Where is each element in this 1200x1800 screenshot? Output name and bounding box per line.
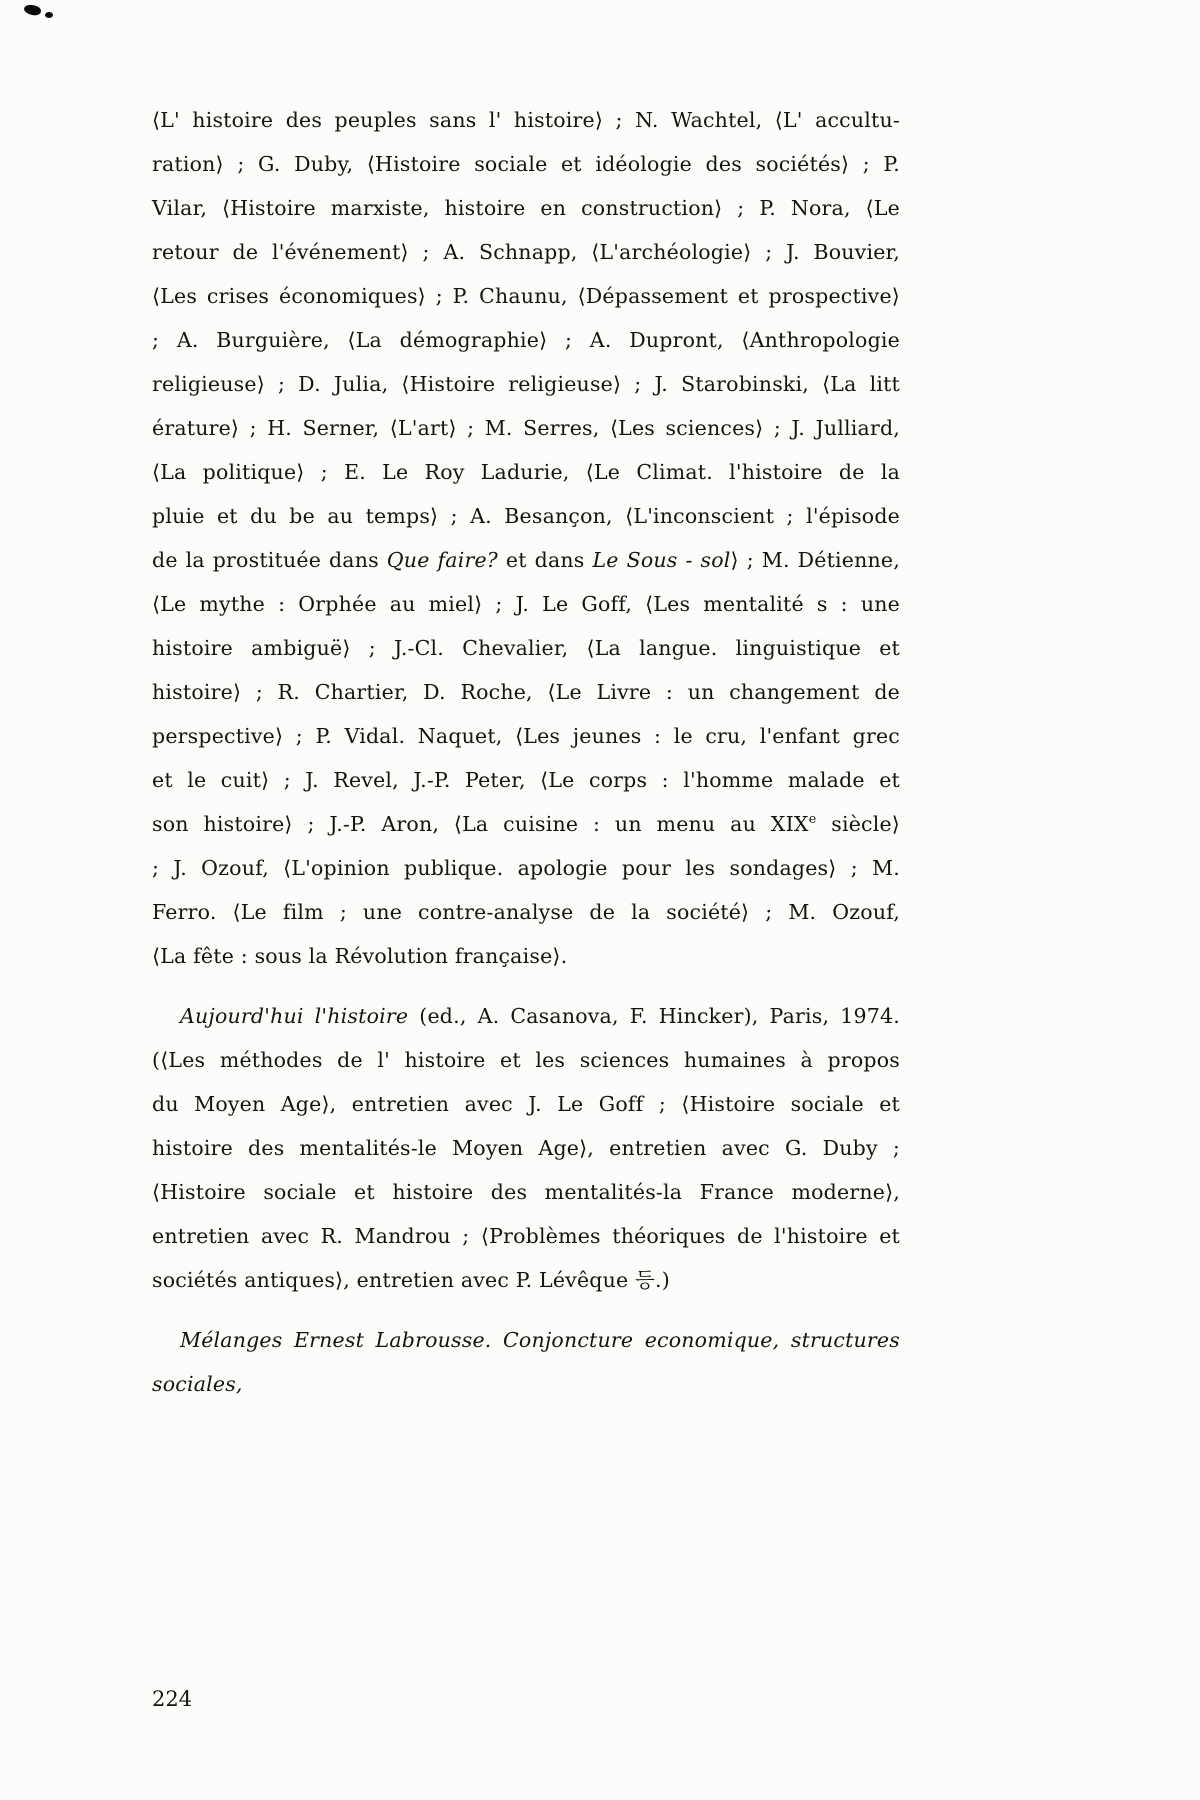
text-segment: son histoire⟩ ; J.-P. Aron, ⟨La cuisine : un menu au XIX: [152, 812, 809, 836]
text-line: [152, 626, 900, 670]
text-line: [152, 934, 900, 978]
text-line: [152, 582, 900, 626]
text-segment: ration⟩ ; G. Duby, ⟨Histoire sociale et idéologie des sociétés⟩ ; P.: [152, 152, 900, 176]
scan-artifact-speck: [23, 3, 42, 18]
text-segment: ⟩ ; M. Détienne,: [730, 548, 900, 572]
text-segment: ; J. Ozouf, ⟨L'opinion publique. apologie pour les sondages⟩ ; M.: [152, 856, 900, 880]
text-line: [152, 230, 900, 274]
text-segment: Ferro. ⟨Le film ; une contre-analyse de la société⟩ ; M. Ozouf,: [152, 900, 900, 924]
bibliography-entry-melanges-labrousse: [152, 1318, 900, 1406]
text-segment: ⟨La fête : sous la Révolution française⟩.: [152, 944, 568, 968]
text-segment: entretien avec R. Mandrou ; ⟨Problèmes théoriques de l'histoire et: [152, 1224, 900, 1248]
text-line: [152, 98, 900, 142]
text-line: [152, 802, 900, 846]
text-line: [152, 890, 900, 934]
text-segment: et le cuit⟩ ; J. Revel, J.-P. Peter, ⟨Le corps : l'homme malade et: [152, 768, 900, 792]
text-line: [152, 538, 900, 582]
text-line: [152, 758, 900, 802]
text-line: [152, 1318, 900, 1406]
text-line: [152, 1126, 900, 1170]
text-segment: histoire⟩ ; R. Chartier, D. Roche, ⟨Le Livre : un changement de: [152, 680, 900, 704]
text-line: [152, 406, 900, 450]
italic-text-segment: Que faire?: [386, 548, 498, 572]
text-line: [152, 1214, 900, 1258]
text-line: [152, 494, 900, 538]
italic-text-segment: Aujourd'hui l'histoire: [180, 1004, 409, 1028]
text-segment: du Moyen Age⟩, entretien avec J. Le Goff ; ⟨Histoire sociale et: [152, 1092, 900, 1116]
text-line: [152, 1170, 900, 1214]
text-segment: ; A. Burguière, ⟨La démographie⟩ ; A. Dupront, ⟨Anthropologie: [152, 328, 900, 352]
text-segment: ⟨La politique⟩ ; E. Le Roy Ladurie, ⟨Le Climat. l'histoire de la: [152, 460, 900, 484]
bibliography-entry-faire-de-lhistoire: [152, 98, 900, 978]
text-segment: Vilar, ⟨Histoire marxiste, histoire en construction⟩ ; P. Nora, ⟨Le: [152, 196, 900, 220]
text-line: [152, 318, 900, 362]
text-segment: pluie et du be au temps⟩ ; A. Besançon, ⟨L'inconscient ; l'épisode: [152, 504, 900, 528]
text-segment: de la prostituée dans: [152, 548, 387, 572]
text-segment: ⟨Les crises économiques⟩ ; P. Chaunu, ⟨Dépassement et prospective⟩: [152, 284, 900, 308]
text-segment: ⟨Histoire sociale et histoire des mentalités-la France moderne⟩,: [152, 1180, 900, 1204]
text-segment: siècle⟩: [816, 812, 900, 836]
superscript-text-segment: e: [808, 811, 817, 827]
text-segment: (ed., A. Casanova, F. Hincker), Paris, 1974.: [408, 1004, 900, 1028]
text-segment: ⟨L' histoire des peuples sans l' histoire⟩ ; N. Wachtel, ⟨L' accultu-: [152, 108, 900, 132]
page-number: 224: [152, 1687, 193, 1711]
text-line: [152, 186, 900, 230]
text-segment: ⟨Le mythe : Orphée au miel⟩ ; J. Le Goff, ⟨Les mentalité s : une: [152, 592, 900, 616]
text-block: [152, 98, 900, 1422]
text-line: [152, 1038, 900, 1082]
text-segment: histoire ambiguë⟩ ; J.-Cl. Chevalier, ⟨La langue. linguistique et: [152, 636, 900, 660]
italic-text-segment: Le Sous - sol: [592, 548, 731, 572]
scan-artifact-speck: [45, 12, 53, 18]
text-segment: histoire des mentalités-le Moyen Age⟩, entretien avec G. Duby ;: [152, 1136, 900, 1160]
text-line: [152, 1082, 900, 1126]
text-segment: sociétés antiques⟩, entretien avec P. Lévêque 등.): [152, 1268, 670, 1292]
text-segment: érature⟩ ; H. Serner, ⟨L'art⟩ ; M. Serres, ⟨Les sciences⟩ ; J. Julliard,: [152, 416, 900, 440]
text-line: [152, 274, 900, 318]
text-line: [152, 670, 900, 714]
bibliography-entry-aujourdhui-lhistoire: [152, 994, 900, 1302]
text-line: [152, 142, 900, 186]
text-line: [152, 450, 900, 494]
text-segment: retour de l'événement⟩ ; A. Schnapp, ⟨L'archéologie⟩ ; J. Bouvier,: [152, 240, 900, 264]
text-line: [152, 362, 900, 406]
text-segment: religieuse⟩ ; D. Julia, ⟨Histoire religieuse⟩ ; J. Starobinski, ⟨La litt: [152, 372, 900, 396]
italic-text-segment: Mélanges Ernest Labrousse. Conjoncture economique, structures sociales,: [152, 1328, 900, 1396]
text-segment: (⟨Les méthodes de l' histoire et les sciences humaines à propos: [152, 1048, 900, 1072]
text-line: [152, 1258, 900, 1302]
text-line: [152, 994, 900, 1038]
text-segment: perspective⟩ ; P. Vidal. Naquet, ⟨Les jeunes : le cru, l'enfant grec: [152, 724, 900, 748]
text-line: [152, 714, 900, 758]
text-line: [152, 846, 900, 890]
text-segment: et dans: [497, 548, 593, 572]
